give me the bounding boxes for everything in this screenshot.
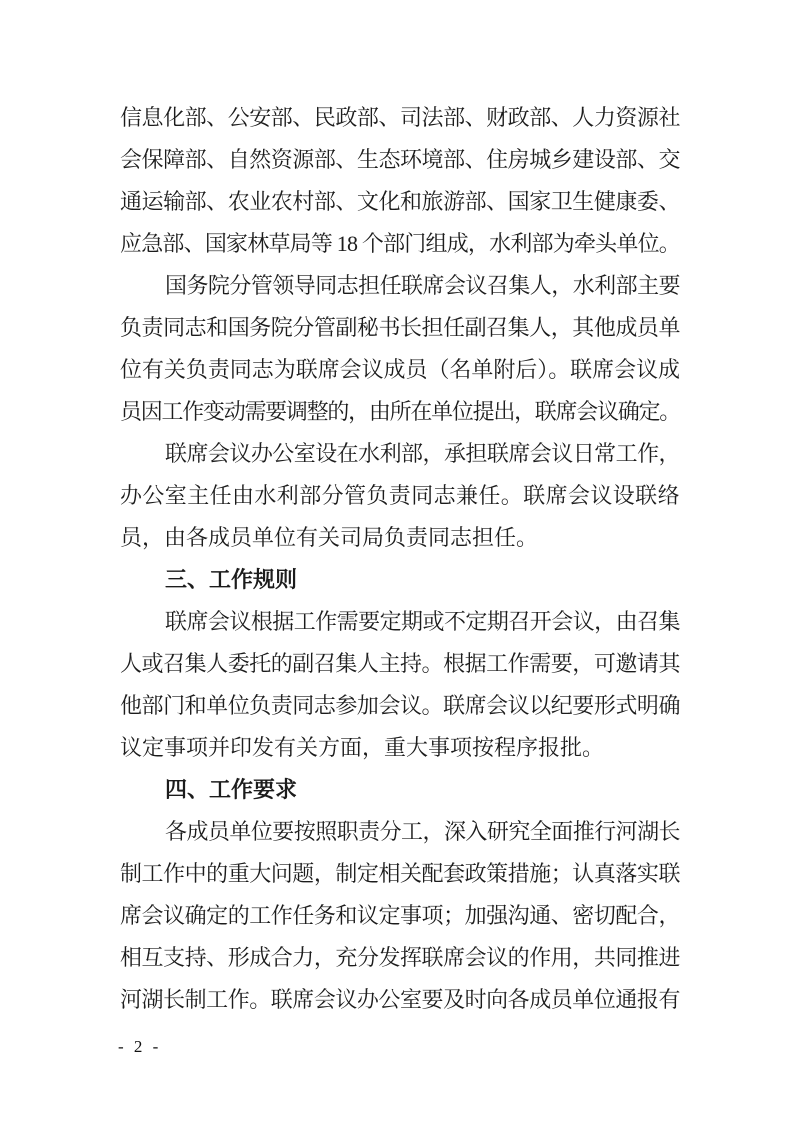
text-line — [120, 391, 680, 433]
text-run: 他部门和单位负责同志参加会议。联席会议以纪要形式明确 — [120, 693, 680, 718]
paragraph — [120, 97, 680, 265]
text-line — [120, 265, 680, 307]
text-line — [120, 895, 680, 937]
text-run: 席会议确定的工作任务和议定事项；加强沟通、密切配合， — [120, 903, 680, 928]
text-run: 议定事项并印发有关方面，重大事项按程序报批。 — [120, 735, 605, 760]
text-run: 河湖长制工作。联席会议办公室要及时向各成员单位通报有 — [120, 987, 680, 1012]
text-run: 办公室主任由水利部分管负责同志兼任。联席会议设联络 — [120, 483, 680, 508]
section-heading — [120, 559, 680, 601]
text-run: 相互支持、形成合力，充分发挥联席会议的作用，共同推进 — [120, 945, 680, 970]
text-line — [120, 349, 680, 391]
text-run: 四、工作要求 — [165, 777, 298, 802]
paragraph — [120, 811, 680, 1021]
text-line — [120, 307, 680, 349]
text-line — [120, 223, 680, 265]
text-line — [120, 181, 680, 223]
paragraph — [120, 433, 680, 559]
text-run: 联席会议根据工作需要定期或不定期召开会议，由召集 — [165, 609, 680, 634]
text-line — [120, 937, 680, 979]
text-run: 会保障部、自然资源部、生态环境部、住房城乡建设部、交 — [120, 147, 680, 172]
document-body — [120, 97, 680, 1021]
text-line — [120, 559, 680, 601]
text-run: 位有关负责同志为联席会议成员（名单附后）。联席会议成 — [120, 357, 680, 382]
text-run: 各成员单位要按照职责分工，深入研究全面推行河湖长 — [165, 819, 680, 844]
text-run: 制工作中的重大问题，制定相关配套政策措施；认真落实联 — [120, 861, 680, 886]
text-line — [120, 475, 680, 517]
text-run: 信息化部、公安部、民政部、司法部、财政部、人力资源社 — [120, 105, 680, 130]
paragraph — [120, 265, 680, 433]
text-line — [120, 601, 680, 643]
text-run: 三、工作规则 — [165, 567, 298, 592]
section-heading — [120, 769, 680, 811]
text-line — [120, 97, 680, 139]
text-line — [120, 979, 680, 1021]
text-line — [120, 727, 680, 769]
page-number: - 2 - — [118, 1037, 162, 1056]
text-run: 联席会议办公室设在水利部，承担联席会议日常工作， — [165, 441, 680, 466]
text-run: 员因工作变动需要调整的，由所在单位提出，联席会议确定。 — [120, 399, 680, 424]
text-run: 通运输部、农业农村部、文化和旅游部、国家卫生健康委、 — [120, 189, 680, 214]
text-run: 员，由各成员单位有关司局负责同志担任。 — [120, 525, 539, 550]
text-line — [120, 517, 680, 559]
text-line — [120, 685, 680, 727]
text-run: 国务院分管领导同志担任联席会议召集人，水利部主要 — [165, 273, 680, 298]
text-line — [120, 643, 680, 685]
text-line — [120, 811, 680, 853]
text-line — [120, 769, 680, 811]
text-run: 应急部、国家林草局等 18 个部门组成，水利部为牵头单位。 — [120, 231, 680, 256]
text-run: 人或召集人委托的副召集人主持。根据工作需要，可邀请其 — [120, 651, 680, 676]
paragraph — [120, 601, 680, 769]
text-line — [120, 853, 680, 895]
text-line — [120, 433, 680, 475]
text-line — [120, 139, 680, 181]
text-run: 负责同志和国务院分管副秘书长担任副召集人，其他成员单 — [120, 315, 680, 340]
